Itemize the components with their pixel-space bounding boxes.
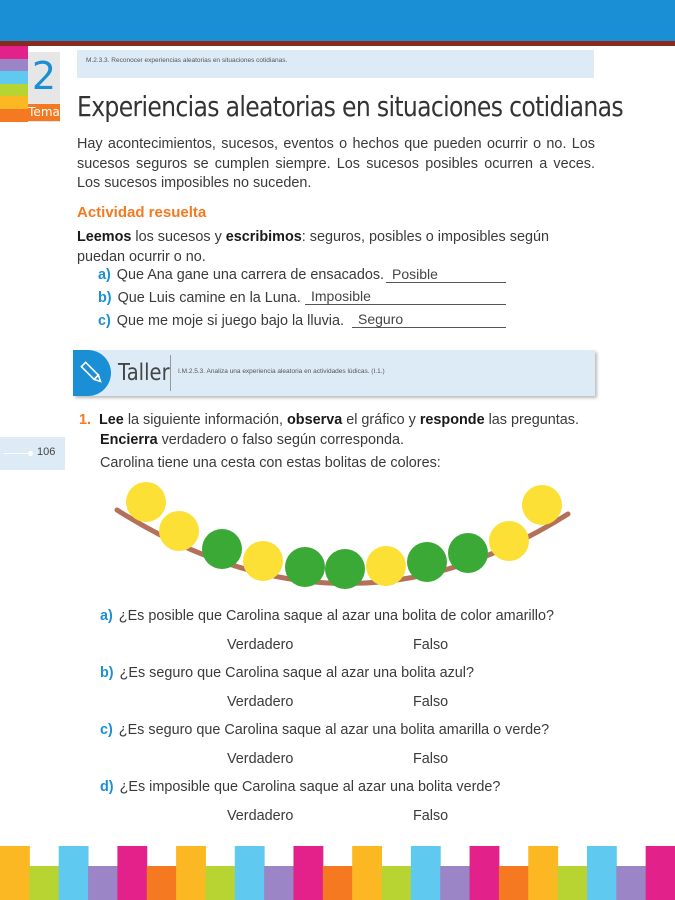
item-label: b) [98, 290, 112, 306]
strip-block [323, 866, 353, 900]
true-option-b[interactable]: Verdadero [227, 694, 294, 710]
exercise-context: Carolina tiene una cesta con estas bolitas de colores: [100, 455, 441, 471]
item-label: a) [98, 267, 111, 283]
question-d [100, 779, 500, 795]
strip-block [205, 866, 235, 900]
strip-block [440, 866, 470, 900]
green-ball [448, 533, 488, 573]
question-text: ¿Es posible que Carolina saque al azar una bolita de color amarillo? [118, 608, 554, 624]
true-option-c[interactable]: Verdadero [227, 751, 294, 767]
strip-block [147, 866, 177, 900]
instr-bold-encierra: Encierra [100, 432, 158, 448]
false-option-a[interactable]: Falso [413, 637, 449, 653]
strip-block [88, 866, 118, 900]
tema-label: Tema [28, 105, 60, 119]
question-a [100, 608, 554, 624]
page-title: Experiencias aleatorias en situaciones cotidianas [77, 90, 623, 123]
strip-block [0, 846, 30, 900]
activity-title: Actividad resuelta [77, 204, 207, 221]
tema-number: 2 [31, 54, 57, 98]
instr-bold-leemos: Leemos [77, 229, 132, 245]
intro-paragraph: Hay acontecimientos, sucesos, eventos o hechos que pueden ocurrir o no. Los sucesos seguros se cumplen siempre. Los sucesos posibles ocurren a veces. Los sucesos imposibles no suceden. [77, 136, 595, 192]
instr-text-1: los sucesos y [131, 229, 226, 245]
instr-text: el gráfico y [342, 412, 420, 428]
instr-text: la siguiente información, [123, 412, 288, 428]
item-label: c) [98, 313, 111, 329]
answer-line-c: Seguro [352, 312, 506, 328]
answer-line-b: Imposible [305, 289, 506, 305]
yellow-ball [489, 521, 529, 561]
question-b [100, 665, 474, 681]
instr-bold-responde: responde [419, 412, 485, 428]
strip-block [558, 866, 588, 900]
strip-block [117, 846, 147, 900]
answer-line-a: Posible [386, 267, 506, 283]
item-text: Que me moje si juego bajo la lluvia. [116, 313, 344, 329]
instr-bold-lee: Lee [99, 412, 124, 428]
item-text: Que Ana gane una carrera de ensacados. [116, 267, 385, 283]
strip-block [616, 866, 646, 900]
question-c [100, 722, 549, 738]
strip-block [528, 846, 558, 900]
taller-title: Taller [118, 360, 170, 386]
instr-bold-escribimos: escribimos [225, 229, 302, 245]
page-number: 106 [37, 446, 56, 458]
strip-block [352, 846, 382, 900]
green-ball [407, 542, 447, 582]
strip-block [499, 866, 529, 900]
strip-block [176, 846, 206, 900]
strip-block [59, 846, 89, 900]
strip-block [264, 866, 294, 900]
question-text: ¿Es seguro que Carolina saque al azar una bolita azul? [119, 665, 474, 681]
strip-block [646, 846, 675, 900]
strip-block [382, 866, 412, 900]
green-ball [202, 529, 242, 569]
true-option-a[interactable]: Verdadero [227, 637, 294, 653]
instr-text: las preguntas. [484, 412, 579, 428]
question-text: ¿Es imposible que Carolina saque al azar una bolita verde? [119, 779, 501, 795]
strip-block [29, 866, 59, 900]
true-option-d[interactable]: Verdadero [227, 808, 294, 824]
yellow-ball [366, 546, 406, 586]
question-label: d) [100, 779, 114, 795]
false-option-c[interactable]: Falso [413, 751, 449, 767]
strip-block [470, 846, 500, 900]
exercise-number: 1. [79, 412, 92, 428]
yellow-ball [243, 541, 283, 581]
strip-block [587, 846, 617, 900]
bottom-color-strip [0, 846, 675, 900]
strip-block [235, 846, 265, 900]
green-ball [325, 549, 365, 589]
instr-bold-observa: observa [287, 412, 343, 428]
instr-text-2: : seguros, posibles o imposibles según puedan ocurrir o no. [77, 229, 549, 265]
yellow-ball [522, 485, 562, 525]
instr-text: verdadero o falso según corresponda. [157, 432, 405, 448]
item-text: Que Luis camine en la Luna. [117, 290, 301, 306]
question-label: c) [100, 722, 113, 738]
question-label: a) [100, 608, 113, 624]
false-option-d[interactable]: Falso [413, 808, 449, 824]
strip-block [411, 846, 441, 900]
taller-standard: I.M.2.5.3. Analiza una experiencia aleatoria en actividades lúdicas. (I.1.) [178, 368, 385, 375]
green-ball [285, 547, 325, 587]
standard-code: M.2.3.3. Reconocer experiencias aleatorias en situaciones cotidianas. [86, 57, 288, 64]
yellow-ball [159, 511, 199, 551]
false-option-b[interactable]: Falso [413, 694, 449, 710]
strip-block [293, 846, 323, 900]
question-text: ¿Es seguro que Carolina saque al azar una bolita amarilla o verde? [118, 722, 550, 738]
yellow-ball [126, 482, 166, 522]
question-label: b) [100, 665, 114, 681]
